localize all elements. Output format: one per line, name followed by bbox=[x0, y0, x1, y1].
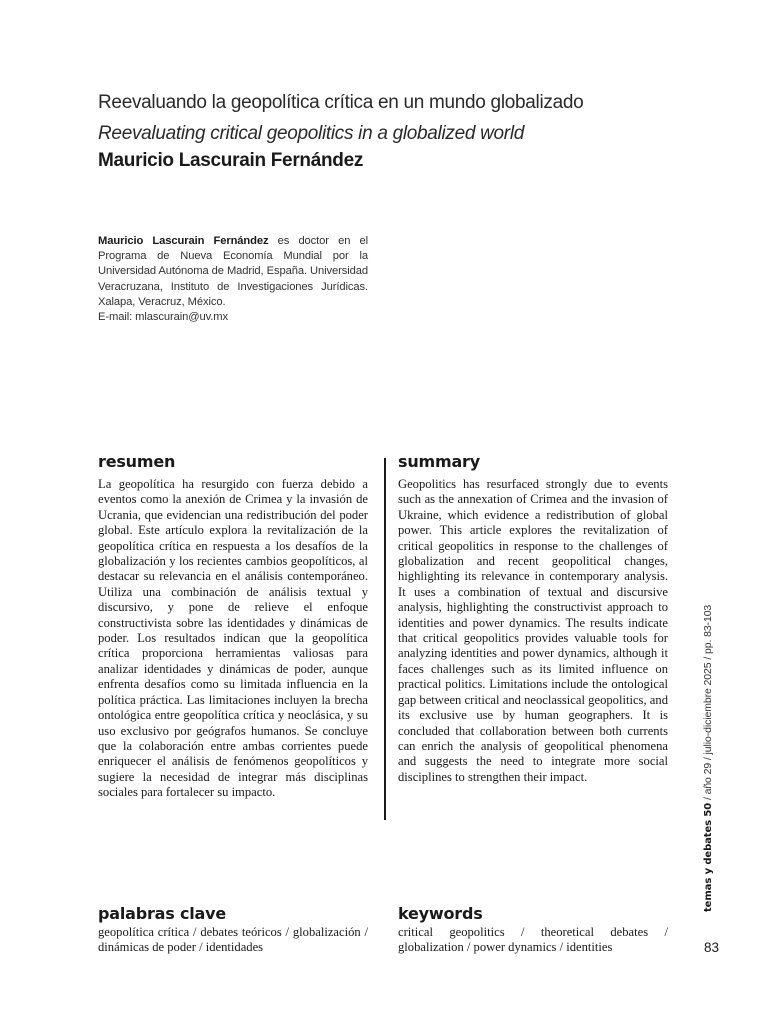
journal-running-footer bbox=[702, 605, 714, 912]
keywords-heading-spanish: palabras clave bbox=[98, 904, 227, 923]
page-number: 83 bbox=[704, 940, 720, 955]
article-author: Mauricio Lascurain Fernández bbox=[98, 150, 364, 171]
abstract-text-english: Geopolitics has resurfaced strongly due to events such as the annexation of Crimea and the invasion of Ukraine, which evidence a redistribution of global power. This article explores the revitalization of critical geopolitics in response to the challenges of globalization and recent geopolitical changes, highlighting its relevance in contemporary analysis. It uses a combination of textual and discursive analysis, highlighting the constructivist approach to identities and power dynamics. The results indicate that critical geopolitics provides valuable tools for analyzing identities and power dynamics, although it faces challenges such as its limited influence on practical politics. Limitations include the ontological gap between critical and neoclassical geopolitics, and its exclusive use by human geographers. It is concluded that collaboration between both currents can enrich the analysis of geopolitical phenomena and suggests the need to integrate more social disciplines to strengthen their impact. bbox=[398, 477, 668, 784]
bio-text: es doctor en el Programa de Nueva Economía Mundial por la Universidad Autónoma de Madrid, España. Universidad Veracruzana, Instituto de Investigaciones Jurídicas. Xalapa, Veracruz, México. bbox=[98, 235, 368, 308]
abstract-heading-english: summary bbox=[398, 452, 480, 471]
keywords-text-english: critical geopolitics / theoretical debates / globalization / power dynamics / identities bbox=[398, 925, 668, 955]
article-title-english: Reevaluating critical geopolitics in a globalized world bbox=[98, 123, 525, 144]
bio-email: E-mail: mlascurain@uv.mx bbox=[98, 311, 228, 324]
article-title-spanish: Reevaluando la geopolítica crítica en un mundo globalizado bbox=[98, 92, 584, 113]
journal-name: temas y debates 50 bbox=[703, 802, 714, 912]
abstract-text-spanish: La geopolítica ha resurgido con fuerza debido a eventos como la anexión de Crimea y la invasión de Ucrania, que evidencian una redistribución del poder global. Este artículo explora la revitalización de la geopolítica crítica en respuesta a los desafíos de la globalización y los recientes cambios geopolíticos, al destacar su relevancia en el análisis contemporáneo. Utiliza una combinación de análisis textual y discursivo, y pone de relieve el enfoque constructivista sobre las identidades y dinámicas de poder. Los resultados indican que la geopolítica crítica proporciona herramientas valiosas para analizar identidades y dinámicas de poder, aunque enfrenta desafíos como su limitada influencia en la política práctica. Las limitaciones incluyen la brecha ontológica entre geopolítica crítica y neoclásica, y su uso exclusivo por geógrafos humanos. Se concluye que la colaboración entre ambas corrientes puede enriquecer el análisis de fenómenos geopolíticos y sugiere la necesidad de integrar más disciplinas sociales para fortalecer su impacto. bbox=[98, 477, 368, 800]
keywords-text-spanish: geopolítica crítica / debates teóricos / globalización / dinámicas de poder / identidades bbox=[98, 925, 368, 955]
abstract-heading-spanish: resumen bbox=[98, 452, 176, 471]
author-bio bbox=[98, 234, 368, 325]
journal-issue-details: / año 29 / julio-diciembre 2025 / pp. 83-103 bbox=[702, 604, 714, 803]
keywords-heading-english: keywords bbox=[398, 904, 483, 923]
bio-author-name: Mauricio Lascurain Fernández bbox=[98, 235, 269, 247]
column-divider bbox=[384, 458, 386, 820]
